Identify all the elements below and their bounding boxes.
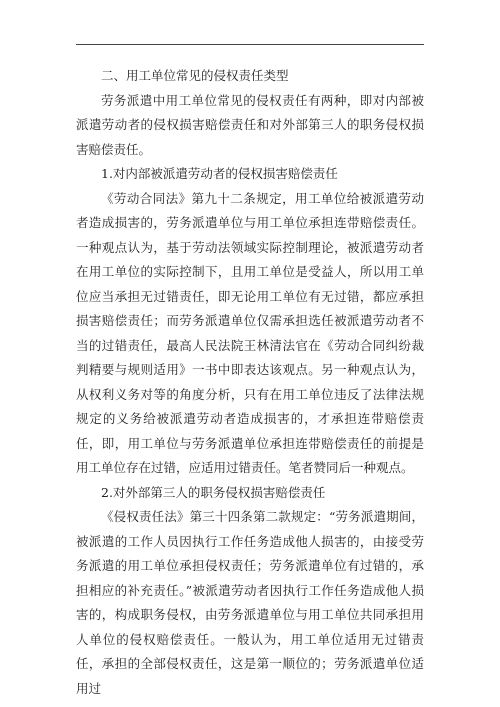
- paragraph-external-liability: 《侵权责任法》第三十四条第二款规定：“劳务派遣期间，被派遣的工作人员因执行工作任务造成他人损害的，由接受劳务派遣的用工单位承担侵权责任；劳务派遣单位有过错的，承担相应的补充责任。”被派遣劳动者因执行工作任务造成他人损害的，构成职务侵权，由劳务派遣单位与用工单位共同承担用人单位的侵权赔偿责任。一般认为，用工单位适用无过错责任，承担的全部侵权责任，这是第一顺位的；劳务派遣单位适用过: [76, 509, 424, 696]
- section-heading: 二、用工单位常见的侵权责任类型: [101, 68, 289, 83]
- subheading-internal-liability: 1.对内部被派遣劳动者的侵权损害赔偿责任: [101, 166, 338, 181]
- paragraph-internal-liability: 《劳动合同法》第九十二条规定，用工单位给被派遣劳动者造成损害的，劳务派遣单位与用工单位承担连带赔偿责任。一种观点认为，基于劳动法领域实际控制理论，被派遣劳动者在用工单位的实际控制下，且用工单位是受益人，所以用工单位应当承担无过错责任，即无论用工单位有无过错，都应承担损害赔偿责任；而劳务派遣单位仅需承担选任被派遣劳动者不当的过错责任，最高人民法院王林清法官在《劳动合同纠纷裁判精要与规则适用》一书中即表达该观点。另一种观点认为，从权利义务对等的角度分析，只有在用工单位违反了法律法规规定的义务给被派遣劳动者造成损害的，才承担连带赔偿责任，即，用工单位与劳务派遣单位承担连带赔偿责任的前提是用工单位存在过错，应适用过错责任。笔者赞同后一种观点。: [76, 190, 424, 475]
- document-body: [76, 64, 424, 701]
- subheading-external-liability: 2.对外部第三人的职务侵权损害赔偿责任: [101, 484, 326, 500]
- header-rule: [76, 44, 424, 45]
- intro-paragraph: 劳务派遣中用工单位常见的侵权责任有两种，即对内部被派遣劳动者的侵权损害赔偿责任和对外部第三人的职务侵权损害赔偿责任。: [76, 92, 424, 157]
